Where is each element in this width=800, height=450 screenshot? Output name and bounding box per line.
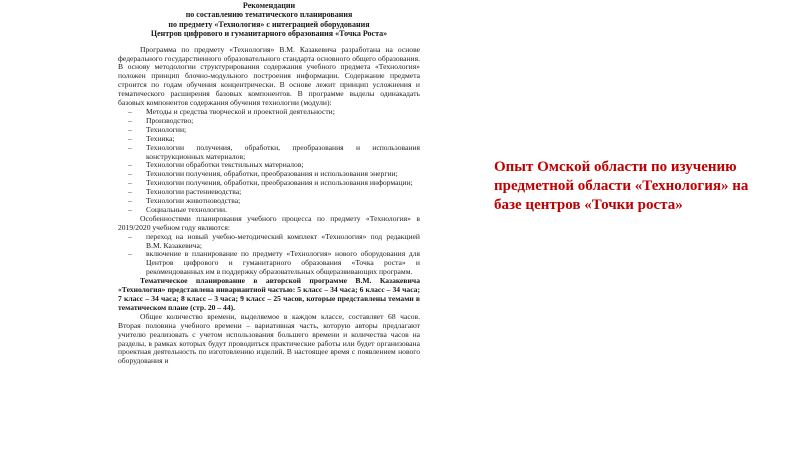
list-item: – Технологии получения, обработки, преобразования и использования энергии;: [126, 170, 420, 179]
list-item: – Техника;: [126, 135, 420, 144]
list-item: – Технологии растениеводства;: [126, 188, 420, 197]
bold-paragraph: Тематическое планирование в авторской программе В.М. Казакевича «Технология» представлена инвариантной частью: 5 класс – 34 часа; 6 класс – 34 часа; 7 класс – 34 часа; 8 класс – 3 часа; 9 класс – 25 часов, которые представлены темами в тематическом плане (стр. 20 – 44).: [118, 276, 420, 312]
modules-list: [118, 108, 420, 215]
title-line: по составлению тематического планирования: [185, 10, 353, 20]
title-line: Центров цифрового и гуманитарного образования «Точка Роста»: [150, 29, 388, 39]
list-item: – включение в планирование по предмету «Технология» нового оборудования для Центров цифрового и гуманитарного образования «Точка роста» и рекомендованных им в поддержку образовательных общеразвивающих программ.: [126, 250, 420, 277]
document-page: [118, 0, 420, 450]
title-line: по предмету «Технология» с интеграцией оборудования: [168, 19, 370, 29]
title-line: Рекомендации: [242, 1, 296, 10]
list-item: – Социальные технологии.: [126, 206, 420, 215]
list-item: – Технологии получения, обработки, преобразования и использования конструкционных материалов;: [126, 144, 420, 162]
features-paragraph: Особенностями планирования учебного процесса по предмету «Технология» в 2019/2020 учебном году являются:: [118, 213, 420, 232]
last-paragraph: Общее количество времени, выделяемое в каждом классе, составляет 68 часов. Вторая половина учебного времени – вариативная часть, которую авторы предлагают учителю реализовать с учетом использования большего времени и количества часов на разделы, в рамках которых будут проводиться практические работы или будет организована проектная деятельность по изготовлению изделий. В настоящее время с появлением нового оборудования и: [118, 311, 420, 366]
list-item: – Методы и средства творческой и проектной деятельности;: [126, 108, 420, 117]
list-item: – Технологии;: [126, 126, 420, 135]
document-title: [118, 1, 420, 39]
intro-paragraph: Программа по предмету «Технология» В.М. Казакевича разработана на основе федерального государственного образовательного стандарта основного общего образования. В основу методологии структурирования содержания учебного предмета «Технология» положен принцип блочно-модульного построения информации. Содержание предмета строится по годам обучения концентрически. В основе лежит принцип усложнения и тематического расширения базовых компонентов. В программе выделы одинакадать базовых компонентов содержания обучения технологии (модули):: [118, 44, 420, 108]
list-item: – Технологии животноводства;: [126, 197, 420, 206]
slide-caption: Опыт Омской области по изучению предметной области «Технология» на базе центров «Точки роста»: [494, 159, 749, 213]
list-item: – Производство;: [126, 117, 420, 126]
list-item: – Технологии обработки текстильных материалов;: [126, 161, 420, 170]
list-item: – Технологии получения, обработки, преобразования и использования информации;: [126, 179, 420, 188]
list-item: – переход на новый учебно-методический комплект «Технология» под редакцией В.М. Казакевича;: [126, 233, 420, 251]
features-list: [118, 233, 420, 278]
